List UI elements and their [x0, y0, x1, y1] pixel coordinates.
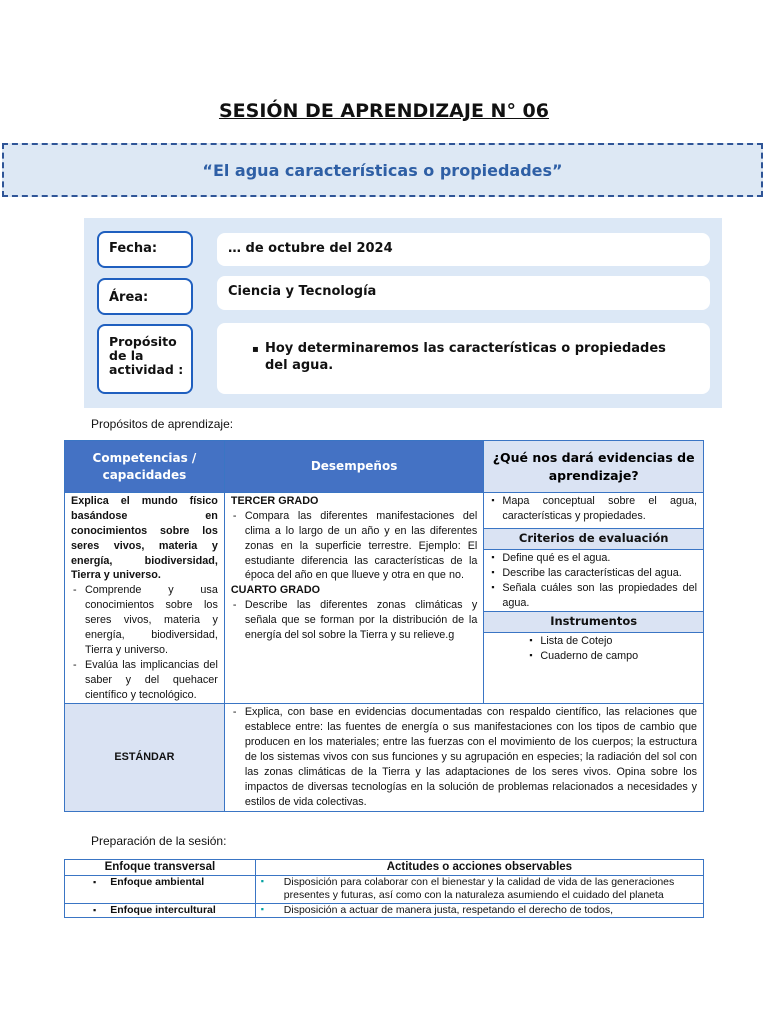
enfoque-name: Enfoque ambiental [110, 875, 205, 888]
table-row [65, 875, 704, 903]
bullet-icon: ▪ [252, 344, 259, 355]
bullet-icon: ▪ [260, 875, 264, 886]
capacidad-item: - Evalúa las implicancias del saber y del quehacer científico y tecnológico. [85, 658, 218, 703]
criterio-item: ▪ Describe las características del agua. [502, 566, 697, 581]
area-label: Área: [97, 278, 193, 315]
estandar-text: - Explica, con base en evidencias documentadas con respaldo científico, las relaciones que establece entre: las fuentes de energía o sus manifestaciones con los tipos de cambio que producen en los materiales; entre las fuerzas con el movimiento de los cuerpos; la estructura de los sistemas vivos con sus funciones y su agrupación en especies; la radiación del sol con las zonas climáticas de la Tierra y las adaptaciones de los seres vivos. Opina sobre los impactos de diversas tecnologías en la solución de problemas relacionados a necesidades y estilos de vida colectivas. [245, 705, 697, 809]
criterios-label: Criterios de evaluación [484, 529, 703, 550]
instrumento-item: ▪ Cuaderno de campo [540, 649, 697, 664]
competencias-cell [65, 493, 225, 704]
instrumentos-label: Instrumentos [484, 612, 703, 633]
fecha-label: Fecha: [97, 231, 193, 268]
area-value: Ciencia y Tecnología [217, 276, 710, 310]
fecha-value: … de octubre del 2024 [217, 233, 710, 266]
competencia-text: Explica el mundo físico basándose en conocimientos sobre los seres vivos, materia y energía, biodiversidad, Tierra y universo. [71, 495, 218, 582]
preparation-table [64, 859, 704, 918]
estandar-cell [224, 704, 703, 811]
tercer-grado-label: TERCER GRADO [230, 495, 319, 507]
desempenos-cell [224, 493, 484, 704]
header-desempenos: Desempeños [224, 441, 484, 493]
propositos-heading: Propósitos de aprendizaje: [91, 417, 234, 431]
actitud-text: Disposición a actuar de manera justa, respetando el derecho de todos, [283, 903, 613, 916]
subtitle-banner [2, 143, 763, 197]
capacidad-item: - Comprende y usa conocimientos sobre los seres vivos, materia y energía, biodiversidad, Tierra y universo. [85, 583, 218, 657]
header-evidencias: ¿Qué nos dará evidencias de aprendizaje? [484, 441, 704, 493]
instrumento-item: ▪ Lista de Cotejo [540, 634, 697, 649]
header-enfoque: Enfoque transversal [65, 860, 256, 876]
page-title: SESIÓN DE APRENDIZAJE N° 06 [218, 100, 550, 122]
session-subtitle: “El agua características o propiedades” [202, 160, 563, 180]
actitud-text: Disposición para colaborar con el bienestar y la calidad de vida de las generaciones presentes y futuras, así como con la naturaleza asumiendo el cuidado del planeta [283, 875, 675, 902]
header-competencias: Competencias / capacidades [65, 441, 225, 493]
bullet-icon: ▪ [260, 903, 264, 914]
evidencias-cell [484, 493, 704, 704]
table-row [65, 903, 704, 917]
proposito-value: Hoy determinaremos las características o propiedades del agua. [265, 341, 666, 373]
bullet-icon: ▪ [93, 904, 97, 915]
criterio-item: ▪ Señala cuáles son las propiedades del agua. [502, 581, 697, 611]
session-info-panel [84, 218, 722, 408]
criterio-item: ▪ Define qué es el agua. [502, 551, 697, 566]
proposito-label: Propósito de la actividad : [97, 324, 193, 394]
header-actitudes: Actitudes o acciones observables [255, 860, 703, 876]
learning-table [64, 440, 704, 812]
proposito-value-box [217, 323, 710, 394]
cuarto-grado-text: - Describe las diferentes zonas climáticas y señala que se forman por la distribución de la energía del sol sobre la Tierra y su relieve.g [245, 598, 478, 643]
preparacion-heading: Preparación de la sesión: [91, 834, 227, 848]
evidencia-item: ▪ Mapa conceptual sobre el agua, características y propiedades. [502, 494, 697, 524]
enfoque-name: Enfoque intercultural [110, 903, 216, 916]
cuarto-grado-label: CUARTO GRADO [230, 584, 321, 597]
tercer-grado-text: - Compara las diferentes manifestaciones del clima a lo largo de un año y en las diferentes zonas en la superficie terrestre. Ejemplo: El estudiante diferencia las características de la época del año en que llueve y otra en que no. [245, 509, 478, 583]
estandar-label: ESTÁNDAR [65, 704, 225, 811]
bullet-icon: ▪ [93, 876, 97, 887]
